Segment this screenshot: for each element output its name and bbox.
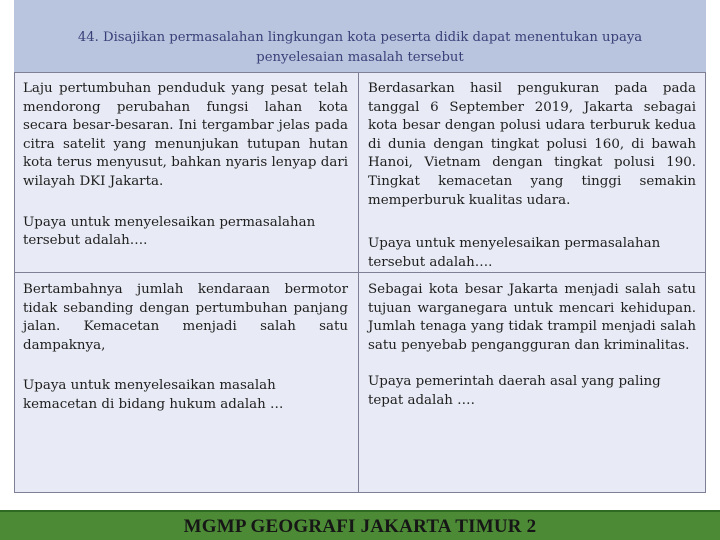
problem-text: Berdasarkan hasil pengukuran pada pada tanggal 6 September 2019, Jakarta sebagai kota besar dengan polusi udara terburuk kedua di dunia dengan tingkat polusi 160, di bawah Hanoi, Vietnam dengan tingkat polusi 190. Tingkat kemacetan yang tinggi semakin memperburuk kualitas udara.	[368, 81, 696, 208]
problem-table	[14, 72, 706, 493]
question-header	[14, 0, 706, 72]
problem-cell-4	[368, 281, 696, 411]
problem-text: Laju pertumbuhan penduduk yang pesat telah mendorong perubahan fungsi lahan kota secara besar-besaran. Ini tergambar jelas pada citra satelit yang menunjukan tutupan hutan kota terus menyusut, bahkan nyaris lenyap dari wilayah DKI Jakarta.	[23, 81, 348, 189]
problem-question: Upaya untuk menyelesaikan masalah kemacetan di bidang hukum adalah …	[23, 378, 284, 412]
problem-question: Upaya pemerintah daerah asal yang paling tepat adalah ….	[368, 374, 661, 408]
problem-cell-3	[23, 281, 348, 415]
problem-text: Bertambahnya jumlah kendaraan bermotor tidak sebanding dengan pertumbuhan panjang jalan. Kemacetan menjadi salah satu dampaknya,	[23, 282, 348, 353]
question-text: 44. Disajikan permasalahan lingkungan kota peserta didik dapat menentukan upaya penyelesaian masalah tersebut	[77, 30, 643, 65]
footer-banner	[0, 510, 720, 540]
problem-question: Upaya untuk menyelesaikan permasalahan tersebut adalah….	[23, 214, 316, 249]
problem-question: Upaya untuk menyelesaikan permasalahan tersebut adalah….	[368, 236, 661, 270]
problem-cell-2	[368, 80, 696, 272]
footer-title: MGMP GEOGRAFI JAKARTA TIMUR 2	[183, 516, 537, 537]
problem-text: Sebagai kota besar Jakarta menjadi salah satu tujuan warganegara untuk mencari kehidupan. Jumlah tenaga yang tidak trampil menjadi salah satu penyebab pengangguran dan kriminalitas.	[368, 282, 696, 353]
problem-cell-1	[23, 80, 348, 251]
column-divider	[358, 73, 359, 492]
